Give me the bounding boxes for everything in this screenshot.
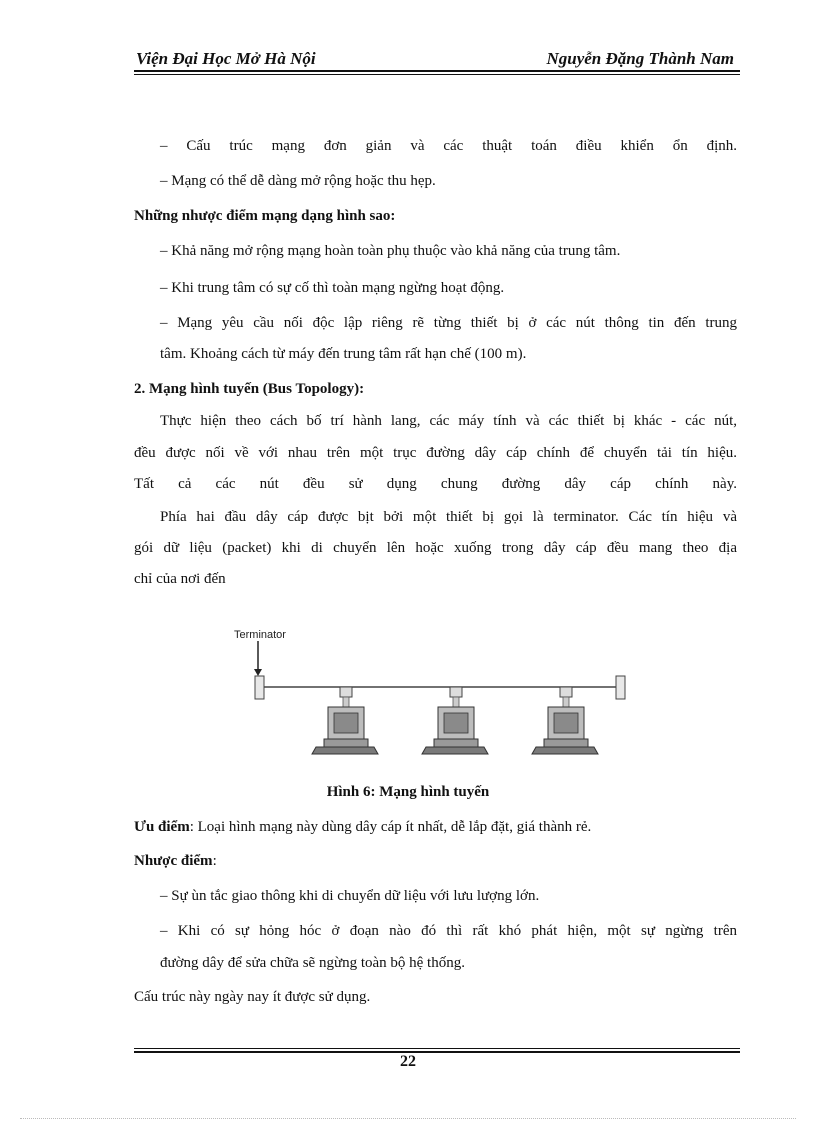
terminator-left [255, 676, 264, 699]
system-unit [544, 739, 588, 747]
disadvantage-label: Nhược điểm [134, 853, 213, 869]
monitor-screen [554, 713, 578, 733]
header-institution: Viện Đại Học Mở Hà Nội [136, 49, 316, 68]
paragraph-line: – Mạng yêu cầu nối độc lập riêng rẽ từng thiết bị ở các nút thông tin đến trung [160, 315, 737, 331]
keyboard [312, 747, 378, 754]
disadvantage-colon: : [212, 853, 217, 869]
footer-rule-thin [134, 1048, 740, 1049]
page-edge-dotted-line [20, 1118, 796, 1119]
section-heading: Những nhược điểm mạng dạng hình sao: [134, 208, 396, 224]
paragraph-line: chỉ của nơi đến [134, 571, 226, 587]
figure-caption: Hình 6: Mạng hình tuyến [326, 784, 490, 800]
advantage-line [134, 819, 591, 836]
terminator-right [616, 676, 625, 699]
drop-cable [563, 697, 569, 707]
paragraph-line: Thực hiện theo cách bố trí hành lang, các máy tính và các thiết bị khác - các nút, [160, 413, 737, 429]
paragraph-line: đường dây để sửa chữa sẽ ngừng toàn bộ hệ thống. [160, 955, 465, 971]
paragraph-line: – Khi có sự hỏng hóc ở đoạn nào đó thì rất khó phát hiện, một sự ngừng trên [160, 923, 737, 939]
advantage-label: Ưu điểm [134, 819, 190, 835]
keyboard [422, 747, 488, 754]
computer-node-1 [312, 687, 378, 754]
drop-cable [343, 697, 349, 707]
paragraph-line: – Khả năng mở rộng mạng hoàn toàn phụ thuộc vào khả năng của trung tâm. [160, 243, 621, 259]
page-number: 22 [400, 1053, 416, 1070]
monitor-screen [334, 713, 358, 733]
header-author: Nguyễn Đặng Thành Nam [546, 49, 734, 68]
section-heading: 2. Mạng hình tuyến (Bus Topology): [134, 381, 365, 397]
connector [340, 687, 352, 697]
paragraph-line: – Mạng có thể dễ dàng mở rộng hoặc thu hẹp. [160, 173, 436, 189]
disadvantage-line [134, 853, 217, 870]
monitor-screen [444, 713, 468, 733]
header-rule-thin [134, 74, 740, 75]
bus-topology-figure [228, 624, 646, 766]
connector [560, 687, 572, 697]
paragraph-line: – Sự ùn tắc giao thông khi di chuyển dữ liệu với lưu lượng lớn. [160, 888, 540, 904]
paragraph-line: – Khi trung tâm có sự cố thì toàn mạng ngừng hoạt động. [160, 280, 505, 296]
connector [450, 687, 462, 697]
header-rule [134, 70, 740, 72]
keyboard [532, 747, 598, 754]
paragraph-line: đều được nối về với nhau trên một trục đường dây cáp chính để chuyển tải tín hiệu. [134, 445, 737, 461]
system-unit [324, 739, 368, 747]
paragraph-line: Tất cả các nút đều sử dụng chung đường dây cáp chính này. [134, 476, 737, 492]
terminator-arrowhead [254, 669, 262, 676]
terminator-label: Terminator [234, 629, 286, 641]
paragraph-line: Cấu trúc này ngày nay ít được sử dụng. [134, 989, 371, 1005]
paragraph-line: tâm. Khoảng cách từ máy đến trung tâm rất hạn chế (100 m). [160, 346, 527, 362]
drop-cable [453, 697, 459, 707]
computer-node-2 [422, 687, 488, 754]
paragraph-line: Phía hai đầu dây cáp được bịt bởi một thiết bị gọi là terminator. Các tín hiệu và [160, 509, 737, 525]
advantage-text: : Loại hình mạng này dùng dây cáp ít nhất, dễ lắp đặt, giá thành rẻ. [189, 819, 592, 835]
system-unit [434, 739, 478, 747]
paragraph-line: – Cấu trúc mạng đơn giản và các thuật toán điều khiển ổn định. [160, 138, 737, 154]
computer-node-3 [532, 687, 598, 754]
paragraph-line: gói dữ liệu (packet) khi di chuyển lên hoặc xuống trong dây cáp đều mang theo địa [134, 540, 737, 556]
